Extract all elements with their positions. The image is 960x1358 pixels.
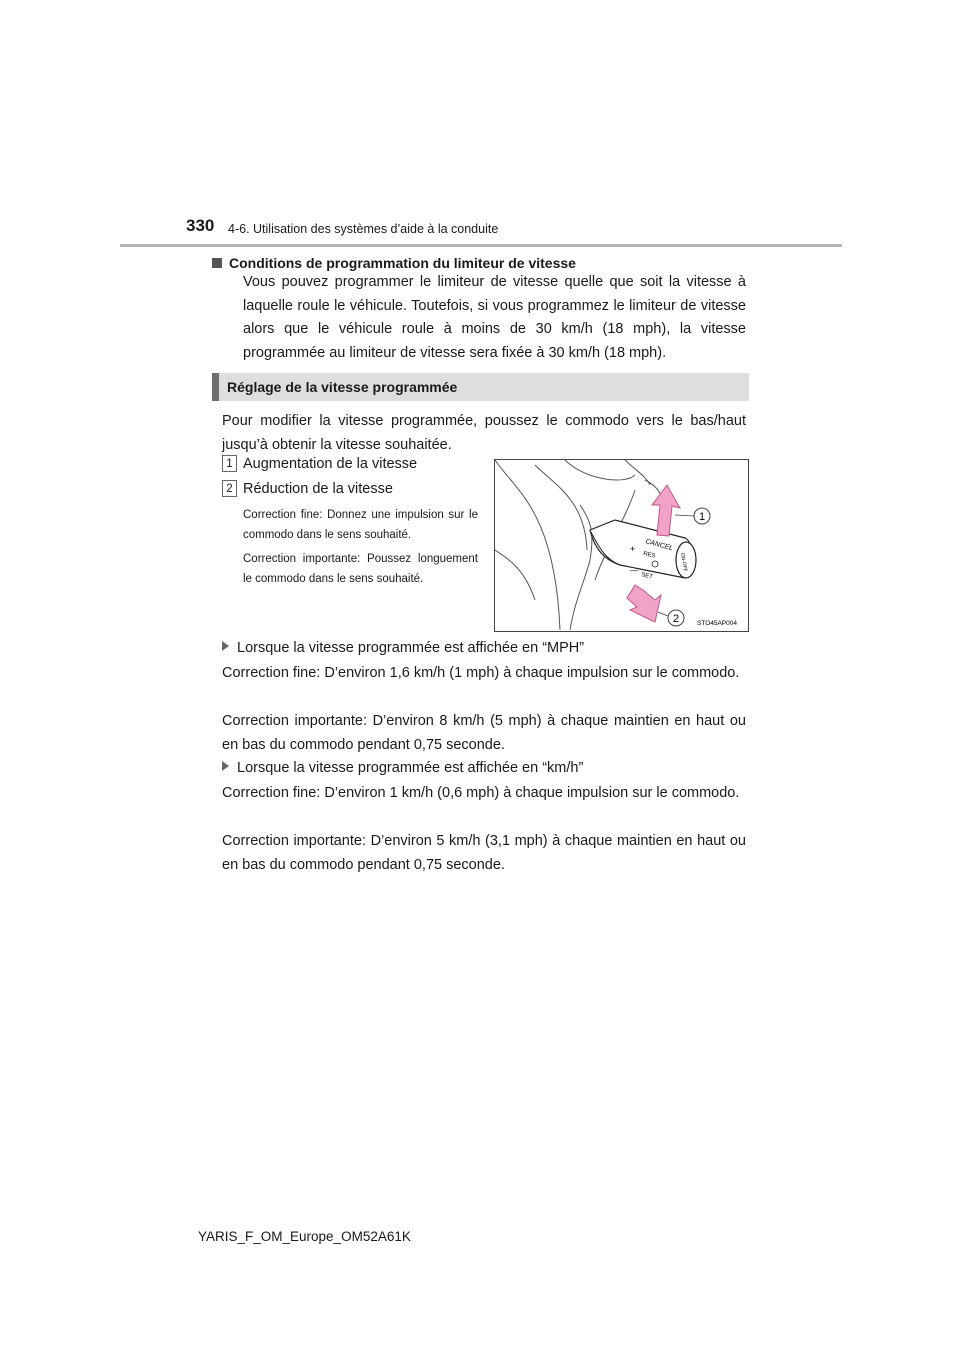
triangle-bullet-icon <box>222 761 229 771</box>
column-line <box>495 550 535 600</box>
callout-number-2: 2 <box>222 480 237 497</box>
subsection-title: Réglage de la vitesse programmée <box>227 379 458 395</box>
document-id: YARIS_F_OM_Europe_OM52A61K <box>198 1229 411 1244</box>
kmh-heading <box>222 760 583 776</box>
note-large: Correction importante: Poussez longuement le commodo dans le sens souhaité. <box>243 553 478 585</box>
kmh-heading-text: Lorsque la vitesse programmée est affichée en “km/h” <box>237 760 584 776</box>
figure-code: STO45AP004 <box>697 620 737 627</box>
column-line <box>565 460 635 480</box>
column-line <box>535 465 587 550</box>
cancel-label: CANCEL <box>644 538 674 553</box>
callout-leader-1 <box>675 515 694 516</box>
plus-label: + <box>630 544 636 554</box>
mph-heading-text: Lorsque la vitesse programmée est affichée en “MPH” <box>237 640 585 656</box>
triangle-bullet-icon <box>222 641 229 651</box>
mph-large: Correction importante: D’environ 8 km/h (5 mph) à chaque maintien en haut ou en bas du commodo pendant 0,75 seconde. <box>222 713 746 753</box>
list-item-increase: Augmentation de la vitesse <box>243 456 418 472</box>
subsection-marker <box>212 373 219 401</box>
lever-illustration <box>494 459 749 632</box>
header-divider <box>120 244 842 247</box>
page-number: 330 <box>186 216 215 235</box>
list-item-decrease: Réduction de la vitesse <box>243 481 393 497</box>
column-line <box>625 460 650 485</box>
callout-number-1: 1 <box>222 455 237 472</box>
section-paragraph: Vous pouvez programmer le limiteur de vitesse quelle que soit la vitesse à laquelle roule le véhicule. Toutefois, si vous programmez le limiteur de vitesse alors que le véhicule roule à moins de 30 km/h (18 mph), la vitesse programmée au limiteur de vitesse sera fixée à 30 km/h (18 mph). <box>243 274 746 361</box>
callout-2-label: 2 <box>672 613 680 625</box>
down-arrow-icon <box>627 585 661 622</box>
up-arrow-icon <box>652 485 680 536</box>
res-label: RES <box>642 551 656 560</box>
mph-heading <box>222 640 584 656</box>
callout-1-label: 1 <box>698 511 706 523</box>
column-line <box>570 505 592 630</box>
subsection-header <box>212 373 749 401</box>
lever-drawing <box>495 460 748 631</box>
set-label: SET <box>640 572 654 581</box>
section-heading-text: Conditions de programmation du limiteur de vitesse <box>229 255 576 271</box>
note-fine: Correction fine: Donnez une impulsion sur le commodo dans le sens souhaité. <box>243 509 478 541</box>
mph-fine: Correction fine: D’environ 1,6 km/h (1 mph) à chaque impulsion sur le commodo. <box>222 665 740 681</box>
subsection-intro: Pour modifier la vitesse programmée, poussez le commodo vers le bas/haut jusqu’à obtenir la vitesse souhaitée. <box>222 413 746 453</box>
on-off-label: ON-OFF <box>679 552 689 573</box>
minus-label: — <box>630 566 638 575</box>
kmh-fine: Correction fine: D’environ 1 km/h (0,6 mph) à chaque impulsion sur le commodo. <box>222 785 740 801</box>
column-line <box>495 460 560 630</box>
square-bullet-icon <box>212 258 222 268</box>
kmh-large: Correction importante: D’environ 5 km/h (3,1 mph) à chaque maintien en haut ou en bas du commodo pendant 0,75 seconde. <box>222 833 746 873</box>
section-heading <box>212 255 576 271</box>
chapter-title: 4-6. Utilisation des systèmes d’aide à la conduite <box>228 222 499 236</box>
callout-leader-2 <box>658 612 668 616</box>
